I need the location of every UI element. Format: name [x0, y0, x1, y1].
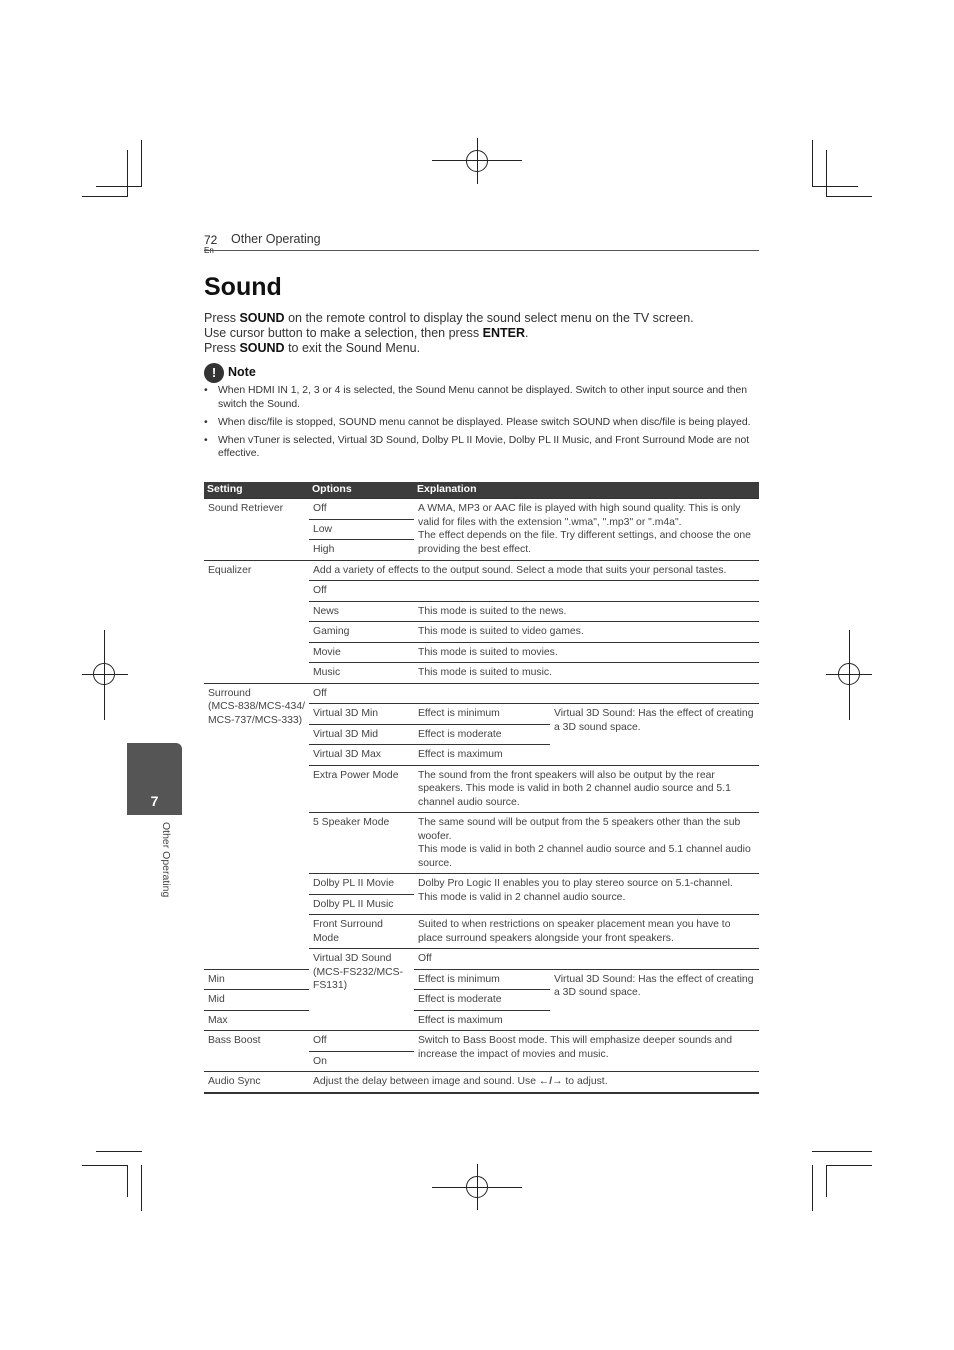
- explanation-cell: Effect is minimum: [414, 969, 550, 990]
- explanation-cell: Effect is moderate: [414, 724, 550, 745]
- explanation-cell: Effect is maximum: [414, 745, 550, 766]
- header-explanation: Explanation: [414, 482, 759, 499]
- crop-mark: [141, 1165, 142, 1211]
- explanation-cell: Dolby Pro Logic II enables you to play stereo source on 5.1-channel. This mode is valid in 2 channel audio source.: [414, 874, 759, 915]
- option-cell: Low: [309, 519, 414, 540]
- chapter-number: 7: [150, 793, 159, 809]
- table-row: [204, 969, 759, 990]
- note-item: • When vTuner is selected, Virtual 3D Sound, Dolby PL II Movie, Dolby PL II Music, and Front Surround Mode are not effective.: [204, 434, 760, 461]
- chapter-label: Other Operating: [160, 822, 172, 898]
- option-cell: Off: [309, 581, 414, 602]
- explanation-cell: Virtual 3D Sound: Has the effect of creating a 3D sound space.: [550, 704, 759, 766]
- option-cell: Max: [204, 1010, 309, 1031]
- crop-mark: [826, 150, 827, 197]
- option-cell: Music: [309, 663, 414, 684]
- explanation-cell: [414, 581, 759, 602]
- explanation-cell: Adjust the delay between image and sound. Use ←/→ to adjust.: [309, 1072, 759, 1093]
- intro-line: Use cursor button to make a selection, then press ENTER.: [204, 326, 529, 340]
- explanation-cell: This mode is suited to the news.: [414, 601, 759, 622]
- crop-mark: [812, 1151, 872, 1152]
- option-cell: Dolby PL II Music: [309, 894, 414, 915]
- explanation-cell: Add a variety of effects to the output sound. Select a mode that suits your personal tastes.: [309, 560, 759, 581]
- crop-mark: [141, 140, 142, 187]
- explanation-cell: The sound from the front speakers will also be output by the rear speakers. This mode is valid in both 2 channel audio source and 5.1 channel audio source.: [414, 765, 759, 813]
- crop-mark: [96, 186, 142, 187]
- option-cell: Virtual 3D Min: [309, 704, 414, 725]
- option-cell: Virtual 3D Mid: [309, 724, 414, 745]
- note-item: • When HDMI IN 1, 2, 3 or 4 is selected, the Sound Menu cannot be displayed. Switch to other input source and then switch the Sound.: [204, 384, 760, 411]
- left-right-arrow-icon: ←/→: [538, 1076, 563, 1087]
- option-cell: Movie: [309, 642, 414, 663]
- crop-mark: [812, 1165, 813, 1211]
- option-cell: News: [309, 601, 414, 622]
- registration-mark: [466, 1176, 488, 1198]
- explanation-cell: Effect is maximum: [414, 1010, 550, 1031]
- header-options: Options: [309, 482, 414, 499]
- page-number: 72: [204, 233, 218, 247]
- option-cell: High: [309, 540, 414, 561]
- crop-mark: [812, 140, 813, 187]
- table-row: [204, 1072, 759, 1093]
- crop-mark: [127, 150, 128, 197]
- note-icon: !: [204, 363, 224, 383]
- registration-mark: [93, 663, 115, 685]
- setting-virtual-3d-sound: Virtual 3D Sound (MCS-FS232/MCS- FS131): [309, 949, 414, 1031]
- table-row: [204, 499, 759, 520]
- explanation-cell: Virtual 3D Sound: Has the effect of creating a 3D sound space.: [550, 969, 759, 1031]
- crop-mark: [96, 1151, 142, 1152]
- note-title: Note: [228, 365, 256, 379]
- intro-text: [204, 311, 764, 356]
- table-row: [204, 560, 759, 581]
- note-item: • When disc/file is stopped, SOUND menu cannot be displayed. Please switch SOUND when disc/file is being played.: [204, 416, 760, 430]
- crop-mark: [82, 1165, 128, 1166]
- explanation-cell: Effect is minimum: [414, 704, 550, 725]
- crop-mark: [812, 186, 858, 187]
- option-cell: On: [309, 1051, 414, 1072]
- explanation-cell: This mode is suited to music.: [414, 663, 759, 684]
- explanation-cell: This mode is suited to movies.: [414, 642, 759, 663]
- setting-audio-sync: Audio Sync: [204, 1072, 309, 1093]
- option-cell: Off: [309, 499, 414, 520]
- settings-table: [204, 482, 759, 1094]
- table-row: [204, 1031, 759, 1052]
- option-cell: Virtual 3D Max: [309, 745, 414, 766]
- crop-mark: [826, 1165, 872, 1166]
- section-header: Other Operating: [231, 232, 321, 246]
- explanation-cell: This mode is suited to video games.: [414, 622, 759, 643]
- setting-surround: Surround (MCS-838/MCS-434/ MCS-737/MCS-333): [204, 683, 309, 969]
- option-cell: Off: [309, 683, 414, 704]
- table-row: [204, 683, 759, 704]
- page-title: Sound: [204, 273, 282, 301]
- explanation-cell: Switch to Bass Boost mode. This will emphasize deeper sounds and increase the impact of movies and music.: [414, 1031, 759, 1072]
- explanation-cell: Suited to when restrictions on speaker placement mean you have to place surround speakers alongside your front speakers.: [414, 915, 759, 949]
- explanation-cell: A WMA, MP3 or AAC file is played with high sound quality. This is only valid for files with the extension ".wma", ".mp3" or ".m4a". The effect depends on the file. Try different settings, and choose the one providing the best effect.: [414, 499, 759, 561]
- explanation-cell: Effect is moderate: [414, 990, 550, 1011]
- crop-mark: [826, 196, 872, 197]
- option-cell: Extra Power Mode: [309, 765, 414, 813]
- option-cell: 5 Speaker Mode: [309, 813, 414, 874]
- option-cell: Gaming: [309, 622, 414, 643]
- option-cell: Off: [414, 949, 550, 970]
- option-cell: Mid: [204, 990, 309, 1011]
- setting-bass-boost: Bass Boost: [204, 1031, 309, 1072]
- registration-mark: [838, 663, 860, 685]
- option-cell: Off: [309, 1031, 414, 1052]
- registration-mark: [466, 150, 488, 172]
- crop-mark: [82, 196, 128, 197]
- option-cell: Dolby PL II Movie: [309, 874, 414, 895]
- intro-line: Press SOUND to exit the Sound Menu.: [204, 341, 421, 355]
- header-rule: [204, 250, 759, 251]
- intro-line: Press SOUND on the remote control to display the sound select menu on the TV screen.: [204, 311, 694, 325]
- setting-equalizer: Equalizer: [204, 560, 309, 683]
- crop-mark: [127, 1165, 128, 1197]
- header-setting: Setting: [204, 482, 309, 499]
- setting-sound-retriever: Sound Retriever: [204, 499, 309, 561]
- option-cell: Min: [204, 969, 309, 990]
- option-cell: Front Surround Mode: [309, 915, 414, 949]
- explanation-cell: The same sound will be output from the 5 speakers other than the sub woofer. This mode is valid in both 2 channel audio source and 5.1 channel audio source.: [414, 813, 759, 874]
- crop-mark: [826, 1165, 827, 1197]
- note-list: [204, 384, 760, 465]
